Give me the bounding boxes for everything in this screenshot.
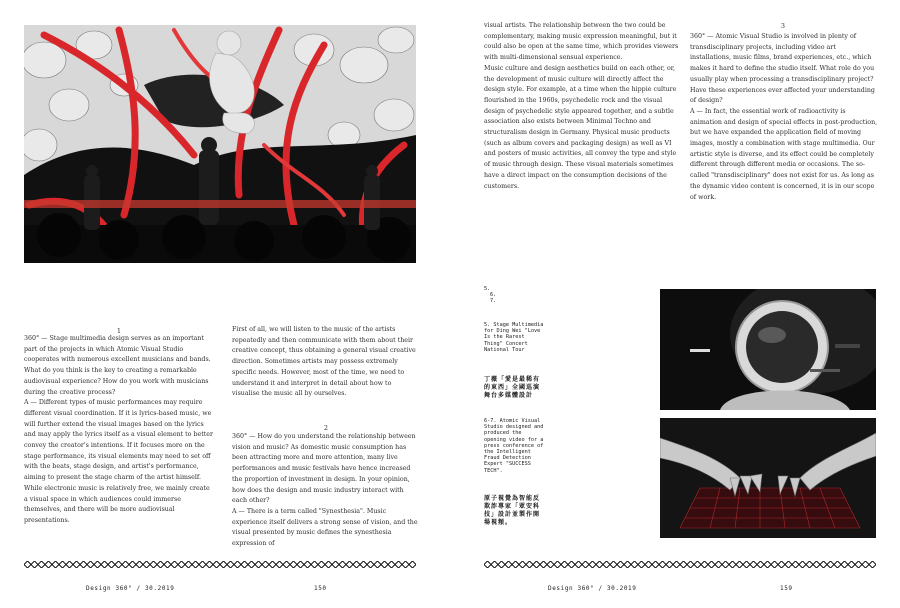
question-number-1: 1: [116, 327, 122, 335]
robot-hands-graphic: [660, 418, 876, 538]
figure-index-list: [484, 286, 524, 305]
figure-index-7: 7.: [490, 298, 497, 305]
footer-issue-right: Design 360° / 30.2019: [548, 585, 637, 592]
music-vision-paragraph: visual artists. The relationship between the two could be complementary, making music expression meaningful, but it could also be open at the same time, which provides viewers with multi-dimensional sensual experience.: [484, 22, 679, 62]
question-1-body: [24, 334, 214, 527]
footer-page-number-right: 159: [780, 585, 793, 592]
astronaut-render-image: [660, 289, 876, 410]
question-2-body: [232, 432, 420, 550]
question-number-2: 2: [323, 424, 329, 432]
figure-index-6: 6.: [490, 292, 497, 299]
footer-issue-left: Design 360° / 30.2019: [86, 585, 175, 592]
question-2-text: 360° — How do you understand the relationship between vision and music? As domestic music consumption has been attracting more and more attention, many live performances and music festivals have hence increased the proportion of investment in design. In your opinion, how does the design and music industry interact with each other?: [232, 433, 416, 505]
question-3-body: [690, 32, 878, 203]
decorative-border-right: [484, 561, 876, 568]
question-number-3: 3: [780, 22, 786, 30]
decorative-border-left: [24, 561, 416, 568]
footer-page-number-left: 150: [314, 585, 327, 592]
concert-photo-graphic: [24, 25, 416, 263]
answer-1-text: A — Different types of music performances may require different visual coordination. If it is lyrics-based music, we will further extend the visual images based on the lyrics and may apply the lyrics itself as a visual element to better convey the creator's intentions. If it focuses more on the stage performance, its visual elements may need to set off with the beats, stage design, and artist's performance, aiming to present the stage charm of the artist himself. While electronic music is relatively free, we mainly create a visual space in which audiences could immerse themselves, and there will be more audiovisual presentations.: [24, 399, 214, 524]
right-column-1: [484, 21, 680, 192]
answer-2-text: A — There is a term called "Synesthesia". Music experience itself delivers a strong sense of vision, and the visual presented by music defines the synesthesia expression of: [232, 507, 418, 548]
concert-stage-photo: [24, 25, 416, 263]
answer-3-text: A — In fact, the essential work of radioactivity is animation and design of special effects in post-production, but we have expanded the application field of moving images, mostly a combination with stage multimedia. Our artistic style is diverse, and its effect could be completely different through different media or occasions. The so-called "transdisciplinary" does not exist for us. As long as the dynamic video content is concerned, it is in our scope of work.: [690, 107, 878, 201]
astronaut-graphic: [660, 289, 876, 410]
answer-1-continued: First of all, we will listen to the music of the artists repeatedly and then communicate with them about their creative concept, thus obtaining a general visual creative direction. Sometimes artists may possess extremely specific needs. However, most of the time, we need to understand it and interpret in detail about how to visualise the music all by ourselves.: [232, 326, 416, 398]
music-culture-paragraph: Music culture and design aesthetics build on each other, or, the development of music culture will directly affect the design style. For example, at a time when the hippie culture flourished in the 1960s, psychedelic rock and the visual design of psychedelic style appeared together, and a subtle association also exists between Minimal Techno and structuralism design in Germany. Physical music products (such as album covers and packaging design) as well as VI and posters of music activities, all convey the type and style of music through design. These visual materials sometimes have a direct impact on the consumption decisions of the customers.: [484, 64, 677, 190]
question-3-text: 360° — Atomic Visual Studio is involved in plenty of transdisciplinary projects, including video art installations, music films, brand experiences, etc., which makes it hard to define the studio itself. What role do you usually play when processing a transdisciplinary project? Have these experiences ever affected your understanding of design?: [690, 33, 875, 105]
caption-figure-6-7: 6-7. Atomic Visual Studio designed and produced the opening video for a press conference of the Intelligent Fraud Detection Expert "SUCCESS TECH".: [484, 418, 544, 474]
caption-figure-5-chinese: 丁薇「愛是最稀有的東西」全國巡演舞台多媒體設計: [484, 376, 541, 399]
caption-figure-5: 5. Stage Multimedia for Ding Wei "Love Is the Rarest Thing" Concert National Tour: [484, 322, 544, 353]
question-1-text: 360° — Stage multimedia design serves as an important part of the projects in which Atomic Visual Studio cooperates with numerous excellent musicians and bands. What do you think is the key to creating a remarkable audiovisual experience? How do you work with musicians during the creative process?: [24, 335, 211, 396]
caption-figure-6-7-chinese: 原子視覺為智能反欺詐專家「眾安科技」設計並製作開場視頻。: [484, 495, 541, 526]
figure-index-5: 5.: [484, 286, 491, 292]
robot-hands-render-image: [660, 418, 876, 538]
